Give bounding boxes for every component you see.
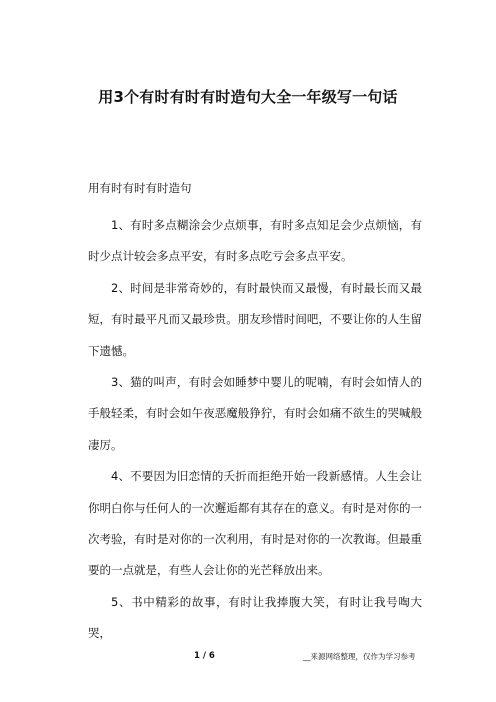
paragraph-2: 2、时间是非常奇妙的，有时最快而又最慢，有时最长而又最短，有时最平凡而又最珍贵。朋友珍惜时间吧，不要让你的人生留下遗憾。	[88, 280, 422, 358]
paragraph-3: 3、猫的叫声，有时会如睡梦中婴儿的呢喃，有时会如情人的手般轻柔，有时会如午夜恶魔般狰狞，有时会如痛不欲生的哭喊般凄厉。	[88, 375, 422, 452]
source-note: __来源网络整理，仅作为学习参考	[303, 652, 416, 661]
document-title: 用3个有时有时有时造句大全一年级写一句话	[98, 88, 398, 106]
document-body	[88, 210, 422, 650]
section-heading: 用有时有时有时造句	[88, 181, 192, 195]
paragraph-4: 4、不要因为旧恋情的夭折而拒绝开始一段新感情。人生会让你明白你与任何人的一次邂逅都有其存在的意义。有时是对你的一次考验，有时是对你的一次利用，有时是对你的一次教诲。但最重要的一点就是，有些人会让你的光芒释放出来。	[88, 469, 422, 578]
paragraph-1: 1、有时多点糊涂会少点烦事，有时多点知足会少点烦恼，有时少点计较会多点平安，有时多点吃亏会多点平安。	[88, 218, 422, 264]
paragraph-5: 5、书中精彩的故事，有时让我捧腹大笑，有时让我号啕大哭，	[88, 594, 422, 641]
page-number: 1 / 6	[194, 651, 215, 661]
